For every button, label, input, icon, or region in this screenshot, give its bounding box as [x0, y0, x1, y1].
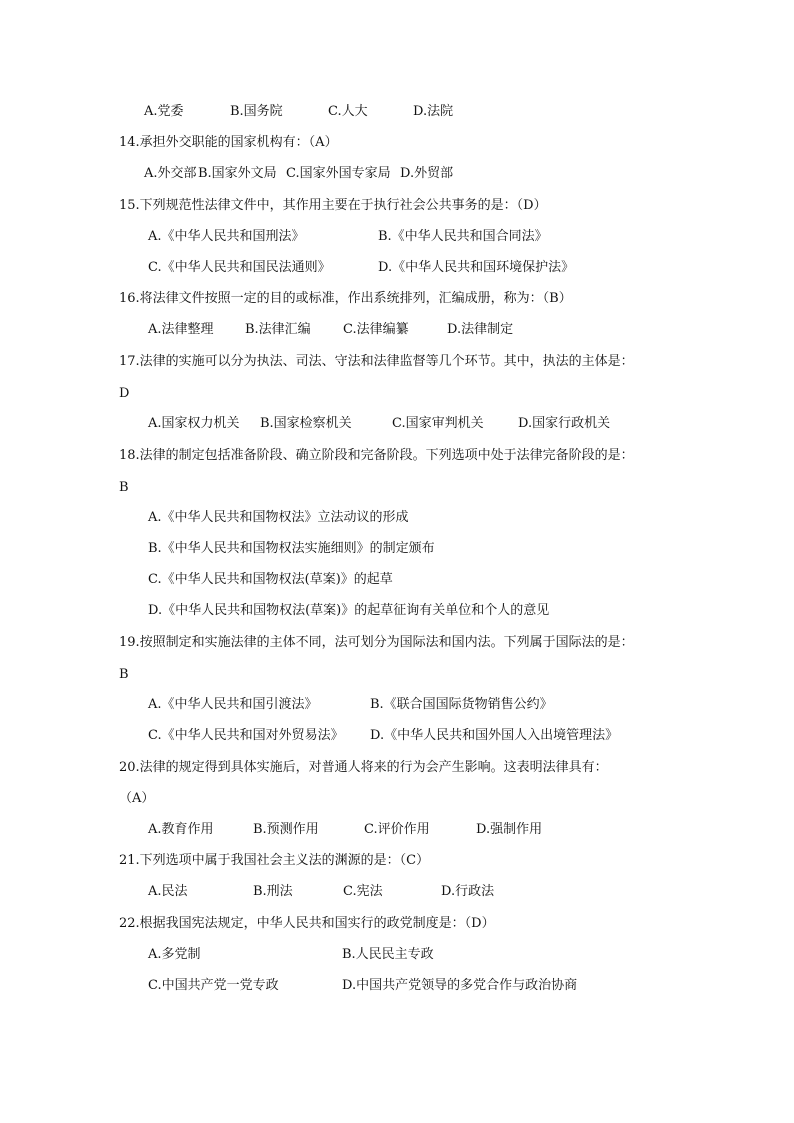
q15-question: 15.下列规范性法律文件中，其作用主要在于执行社会公共事务的是：（D） [119, 198, 547, 213]
q19-answer: B [119, 667, 129, 682]
q17-option-a: A.国家权力机关 [148, 416, 240, 431]
q16-question: 16.将法律文件按照一定的目的或标准，作出系统排列，汇编成册，称为：（B） [119, 291, 572, 306]
q15-option-a: A.《中华人民共和国刑法》 [148, 229, 305, 244]
q17-option-d: D.国家行政机关 [518, 416, 611, 431]
q20-option-a: A.教育作用 [148, 822, 214, 837]
q17-answer: D [119, 386, 130, 401]
q22-option-b: B.人民民主专政 [342, 947, 434, 962]
q20-answer: （A） [119, 791, 155, 806]
q14-option-c: C.国家外国专家局 [286, 166, 391, 181]
q16-option-a: A.法律整理 [148, 322, 214, 337]
q15-option-c: C.《中华人民共和国民法通则》 [148, 260, 331, 275]
q21-option-d: D.行政法 [441, 884, 495, 899]
q15-option-d: D.《中华人民共和国环境保护法》 [378, 260, 575, 275]
q21-option-a: A.民法 [148, 884, 188, 899]
q13-option-c: C.人大 [328, 104, 368, 119]
q18-answer: B [119, 480, 129, 495]
q16-option-d: D.法律制定 [447, 322, 514, 337]
q20-option-b: B.预测作用 [253, 822, 319, 837]
q19-option-a: A.《中华人民共和国引渡法》 [148, 697, 318, 712]
q17-question: 17.法律的实施可以分为执法、司法、守法和法律监督等几个环节。其中，执法的主体是： [119, 354, 634, 369]
q18-option-d: D.《中华人民共和国物权法(草案)》的起草征询有关单位和个人的意见 [148, 603, 550, 618]
q18-option-a: A.《中华人民共和国物权法》立法动议的形成 [148, 510, 409, 525]
q22-question: 22.根据我国宪法规定，中华人民共和国实行的政党制度是：（D） [119, 916, 495, 931]
q18-option-b: B.《中华人民共和国物权法实施细则》的制定颁布 [148, 541, 435, 556]
q21-question: 21.下列选项中属于我国社会主义法的渊源的是：（C） [119, 853, 430, 868]
q15-option-b: B.《中华人民共和国合同法》 [378, 229, 548, 244]
q14-option-d: D.外贸部 [400, 166, 454, 181]
q21-option-b: B.刑法 [253, 884, 293, 899]
q19-question: 19.按照制定和实施法律的主体不同，法可划分为国际法和国内法。下列属于国际法的是： [119, 635, 634, 650]
q13-option-a: A.党委 [144, 104, 184, 119]
q20-option-c: C.评价作用 [364, 822, 430, 837]
q16-option-b: B.法律汇编 [245, 322, 311, 337]
q22-option-d: D.中国共产党领导的多党合作与政治协商 [342, 978, 578, 993]
q20-option-d: D.强制作用 [476, 822, 543, 837]
q17-option-b: B.国家检察机关 [260, 416, 352, 431]
q14-question: 14.承担外交职能的国家机构有：（A） [119, 135, 338, 150]
q21-option-c: C.宪法 [343, 884, 383, 899]
q20-question: 20.法律的规定得到具体实施后，对普通人将来的行为会产生影响。这表明法律具有： [119, 760, 608, 775]
q18-option-c: C.《中华人民共和国物权法(草案)》的起草 [148, 572, 393, 587]
q19-option-c: C.《中华人民共和国对外贸易法》 [148, 728, 344, 743]
q19-option-b: B.《联合国国际货物销售公约》 [370, 697, 553, 712]
q14-option-b: B.国家外文局 [198, 166, 277, 181]
q19-option-d: D.《中华人民共和国外国人入出境管理法》 [370, 728, 619, 743]
q16-option-c: C.法律编纂 [343, 322, 409, 337]
q22-option-c: C.中国共产党一党专政 [148, 978, 279, 993]
q13-option-b: B.国务院 [230, 104, 283, 119]
q22-option-a: A.多党制 [148, 947, 201, 962]
q17-option-c: C.国家审判机关 [392, 416, 484, 431]
q18-question: 18.法律的制定包括准备阶段、确立阶段和完备阶段。下列选项中处于法律完备阶段的是： [119, 448, 634, 463]
q13-option-d: D.法院 [413, 104, 454, 119]
q14-option-a: A.外交部 [144, 166, 197, 181]
